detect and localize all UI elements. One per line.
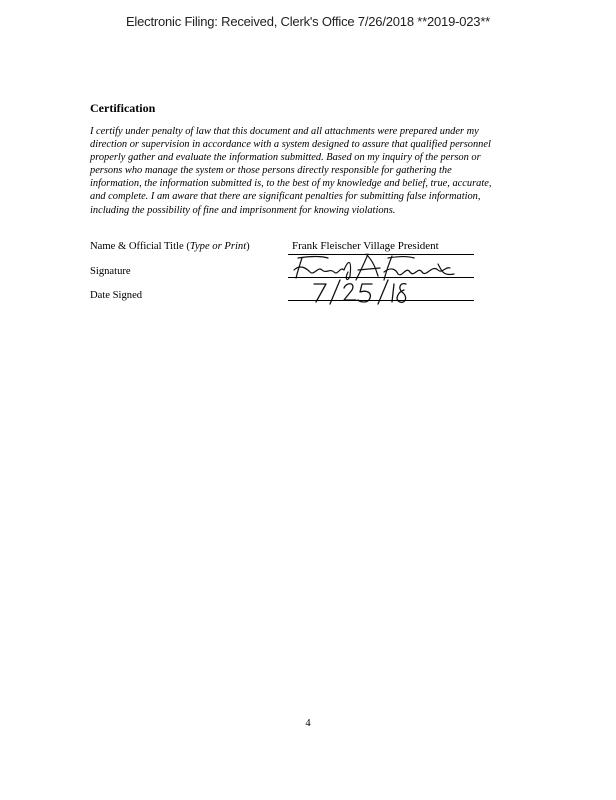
certification-line: information, the information submitted is, to the best of my knowledge and belief, true, accurate, (90, 178, 492, 190)
certification-line: properly gather and evaluate the information submitted. Based on my inquiry of the person or (90, 152, 481, 164)
name-title-label-prefix: Name & Official Title ( (90, 241, 190, 252)
name-title-label-italic: Type or Print (189, 241, 247, 252)
certification-line: including the possibility of fine and imprisonment for knowing violations. (90, 204, 396, 216)
certification-heading: Certification (90, 101, 156, 115)
date-signed-label: Date Signed (90, 290, 143, 301)
date-signed-underline (288, 300, 474, 301)
certification-line: and complete. I am aware that there are significant penalties for submitting false information, (90, 191, 481, 203)
name-title-label-suffix: ) (246, 241, 250, 252)
page-number: 4 (305, 718, 311, 729)
certification-statement (90, 125, 530, 217)
signature-label: Signature (90, 266, 131, 277)
certification-line: persons who manage the system or those persons directly responsible for gathering the (90, 165, 452, 177)
certification-line: I certify under penalty of law that this document and all attachments were prepared under my (90, 126, 479, 137)
handwritten-date (300, 278, 410, 306)
name-title-label (90, 241, 250, 252)
filing-stamp-header: Electronic Filing: Received, Clerk's Office 7/26/2018 **2019-023** (125, 14, 491, 29)
name-title-value: Frank Fleischer Village President (292, 240, 439, 252)
certification-line: direction or supervision in accordance with a system designed to assure that qualified personnel (90, 139, 491, 151)
